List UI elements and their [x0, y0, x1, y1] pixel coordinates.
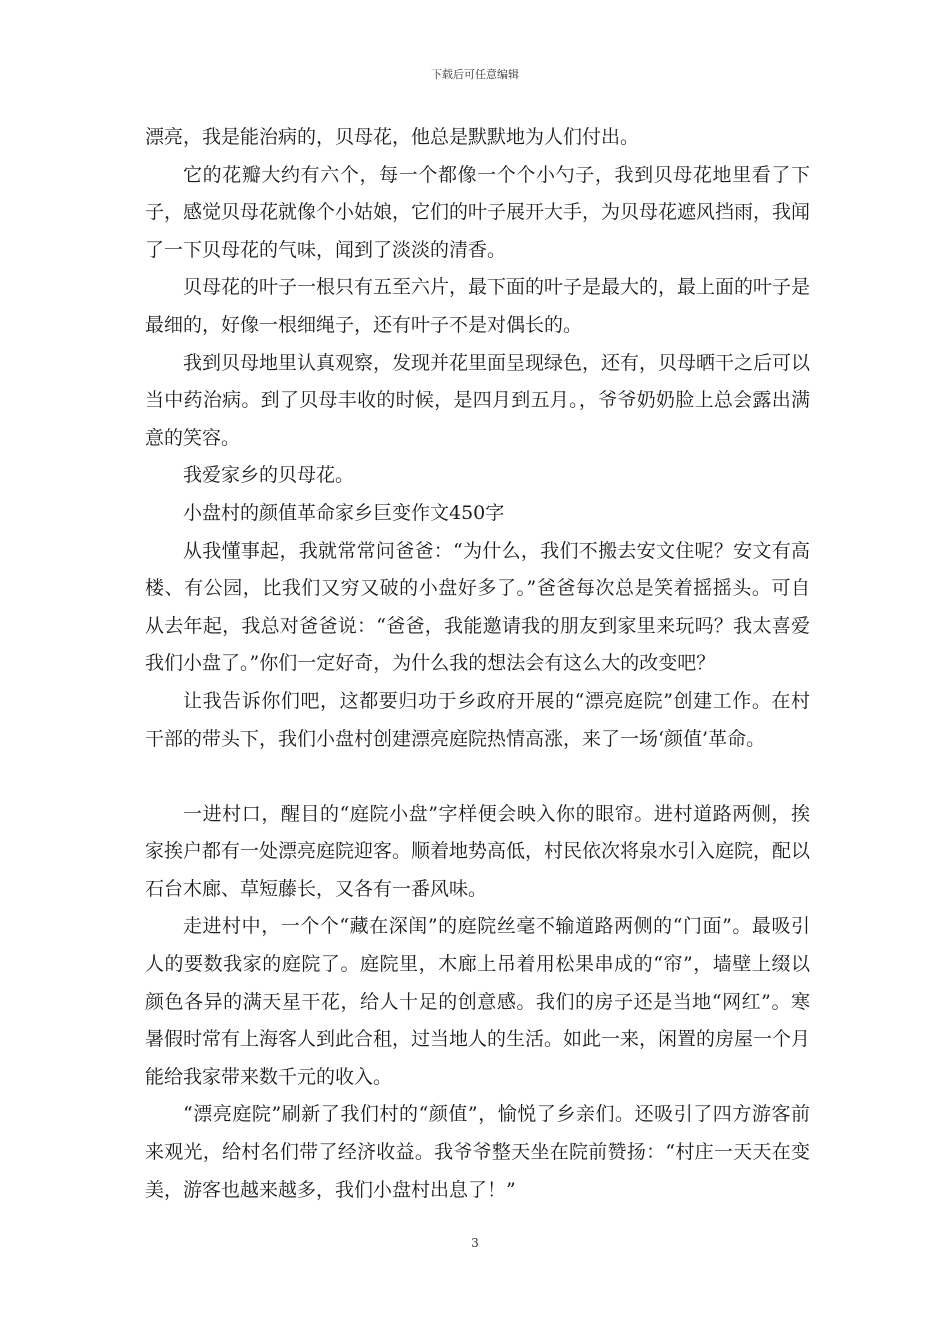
paragraph-petals: 它的花瓣大约有六个，每一个都像一个个小勺子，我到贝母花地里看了下子，感觉贝母花就像个小姑娘，它们的叶子展开大手，为贝母花遮风挡雨，我闻了一下贝母花的气味，闻到了淡淡的清香。: [145, 163, 811, 261]
document-body: [145, 119, 810, 1209]
paragraph-village-entrance: 一进村口，醒目的“庭院小盘”字样便会映入你的眼帘。进村道路两侧，挨家挨户都有一处漂亮庭院迎客。顺着地势高低，村民依次将泉水引入庭院，配以石台木廊、草短藤长，又各有一番风味。: [145, 802, 811, 900]
essay-title: 小盘村的颜值革命家乡巨变作文450字: [183, 501, 505, 524]
paragraph-result: “漂亮庭院”刷新了我们村的“颜值”，愉悦了乡亲们。还吸引了四方游客前来观光，给村名们带了经济收益。我爷爷整天坐在院前赞扬：“村庄一天天在变美，游客也越来越多，我们小盘村出息了！”: [145, 1103, 810, 1201]
paragraph-observation: 我到贝母地里认真观察，发现并花里面呈现绿色，还有，贝母晒干之后可以当中药治病。到了贝母丰收的时候，是四月到五月。，爷爷奶奶脸上总会露出满意的笑容。: [145, 351, 811, 449]
page-number: 3: [471, 1236, 479, 1250]
paragraph-campaign: 让我告诉你们吧，这都要归功于乡政府开展的“漂亮庭院”创建工作。在村干部的带头下，我们小盘村创建漂亮庭院热情高涨，来了一场‘颜值’革命。: [145, 689, 810, 750]
paragraph-conclusion: 我爱家乡的贝母花。: [183, 464, 355, 487]
paragraph-continuation: 漂亮，我是能治病的，贝母花，他总是默默地为人们付出。: [145, 126, 640, 148]
paragraph-courtyard: 走进村中，一个个“藏在深闺”的庭院丝毫不输道路两侧的“门面”。最吸引人的要数我家的庭院了。庭院里，木廊上吊着用松果串成的“帘”，墙壁上缀以颜色各异的满天星干花，给人十足的创意感。我们的房子还是当地“网红”。寒暑假时常有上海客人到此合租，过当地人的生活。如此一来，闲置的房屋一个月能给我家带来数千元的收入。: [145, 915, 811, 1088]
page-header: 下载后可任意编辑: [431, 68, 519, 81]
blank-line: [145, 758, 810, 796]
paragraph-childhood: 从我懂事起，我就常常问爸爸：“为什么，我们不搬去安文住呢？安文有高楼、有公园，比我们又穷又破的小盘好多了。”爸爸每次总是笑着摇摇头。可自从去年起，我总对爸爸说：“爸爸，我能邀请我的朋友到家里来玩吗？我太喜爱我们小盘了。”你们一定好奇，为什么我的想法会有这么大的改变吧？: [145, 539, 810, 675]
paragraph-leaves: 贝母花的叶子一根只有五至六片，最下面的叶子是最大的，最上面的叶子是最细的，好像一根细绳子，还有叶子不是对偶长的。: [145, 276, 811, 336]
